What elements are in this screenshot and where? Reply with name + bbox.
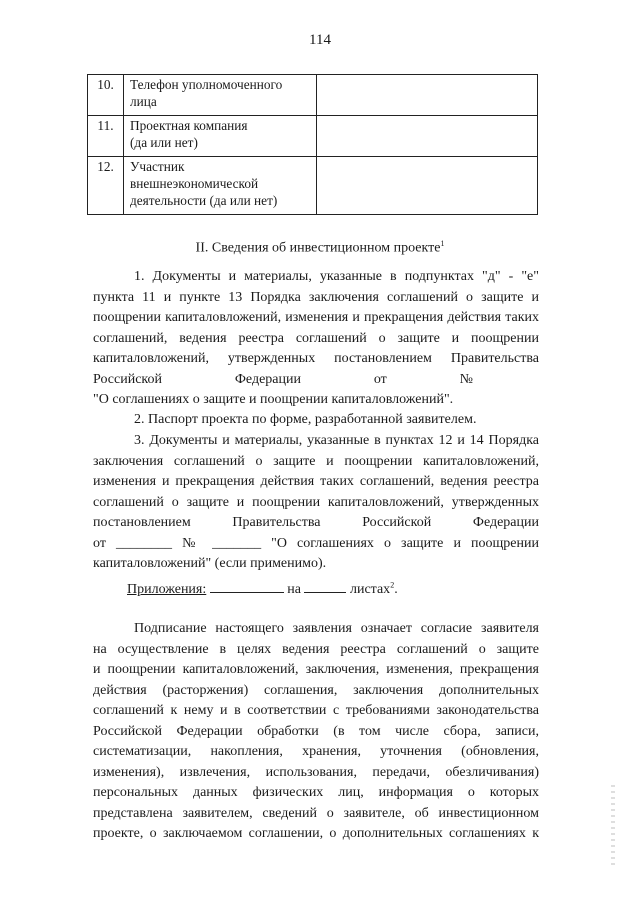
- text-line-wrap: [93, 370, 473, 391]
- footnote-mark: 2: [390, 580, 395, 590]
- text-line: поощрении капиталовложений, изменения и прекращения действия таких: [93, 310, 539, 325]
- row-label-line: Участник: [130, 159, 185, 174]
- text-line: и поощрении капиталовложений, заключения, изменения, прекращения: [93, 662, 539, 677]
- table-row: [88, 116, 538, 157]
- page-number: 114: [309, 32, 331, 48]
- row-value-cell: [317, 116, 538, 157]
- text-line: персональных данных физических лиц, информация о которых: [93, 785, 539, 800]
- table-row: [88, 157, 538, 215]
- text-line: от ________ № _______ "О соглашениях о защите и поощрении: [93, 535, 539, 551]
- consent-paragraph: [93, 619, 539, 845]
- row-label-line: деятельности (да или нет): [130, 193, 278, 208]
- attachments-line: [127, 580, 398, 598]
- row-label-line: Проектная компания: [130, 118, 248, 133]
- row-number: 11.: [88, 116, 124, 157]
- row-value-cell: [317, 157, 538, 215]
- text-line: капиталовложений, утвержденных постановлением Правительства: [93, 351, 539, 366]
- text-line: постановлением Правительства Российской Федерации: [93, 515, 539, 530]
- text-line: Подписание настоящего заявления означает согласие заявителя: [134, 621, 539, 636]
- attachments-period: .: [394, 582, 398, 597]
- attachments-on: на: [287, 582, 301, 597]
- table-row: [88, 75, 538, 116]
- attachments-count-blank: [210, 580, 284, 593]
- applicant-info-table: [87, 74, 538, 215]
- row-number: 12.: [88, 157, 124, 215]
- row-value-cell: [317, 75, 538, 116]
- attachments-sheets: листах: [349, 582, 391, 597]
- row-number: 10.: [88, 75, 124, 116]
- paragraph-1: [93, 267, 539, 411]
- text-line: изменения), извлечения, использования, передачи, обезличивания): [93, 764, 539, 780]
- row-label: [124, 75, 317, 116]
- row-label-line: внешнеэкономической: [130, 176, 259, 191]
- section-title-text: II. Сведения об инвестиционном проекте: [195, 240, 441, 256]
- section-title: [0, 239, 640, 257]
- row-label: [124, 157, 317, 215]
- row-label-line: лица: [130, 94, 157, 109]
- text-line: пункта 11 и пункте 13 Порядка заключения соглашений о защите и: [93, 289, 539, 305]
- text-line: 3. Документы и материалы, указанные в пунктах 12 и 14 Порядка: [134, 433, 539, 448]
- footnote-mark: 1: [440, 239, 445, 248]
- text-line: соглашений, ведения реестра соглашений о защите и поощрении: [93, 330, 539, 346]
- row-label-line: (да или нет): [130, 135, 198, 150]
- sheets-count-blank: [304, 580, 346, 593]
- text-line: действия (расторжения) соглашения, заключения дополнительных: [93, 682, 539, 698]
- text-line: "О соглашениях о защите и поощрении капиталовложений".: [93, 392, 454, 407]
- text-line: 1. Документы и материалы, указанные в подпунктах "д" - "е": [134, 269, 539, 284]
- text-line: Российской Федерации от №: [93, 371, 473, 387]
- text-line: соглашений о защите и поощрении капиталовложений, утвержденных: [93, 494, 539, 510]
- row-label: [124, 116, 317, 157]
- paragraph-2: [93, 410, 539, 431]
- text-line: Российской Федерации обработки (в том числе сбора, записи,: [93, 723, 539, 739]
- text-line: 2. Паспорт проекта по форме, разработанной заявителем.: [134, 412, 477, 427]
- scan-artifact: [611, 785, 615, 867]
- text-line: систематизации, накопления, хранения, уточнения (обновления,: [93, 744, 539, 759]
- row-label-line: Телефон уполномоченного: [130, 77, 283, 92]
- text-line: на осуществление в целях ведения реестра соглашений о защите: [93, 641, 539, 657]
- paragraph-3: [93, 431, 539, 575]
- text-line: проекте, о заключаемом соглашении, о дополнительных соглашениях к: [93, 826, 539, 841]
- text-line: заключения соглашений о защите и поощрении капиталовложений,: [93, 453, 539, 469]
- text-line: соглашений к нему и в соответствии с требованиями законодательства: [93, 703, 539, 718]
- attachments-label: Приложения:: [127, 582, 207, 597]
- text-line: изменения и прекращения действия таких соглашений, ведения реестра: [93, 474, 539, 489]
- text-line: представлена заявителем, сведений о заявителе, об инвестиционном: [93, 805, 539, 821]
- text-line: капиталовложений" (если применимо).: [93, 556, 327, 571]
